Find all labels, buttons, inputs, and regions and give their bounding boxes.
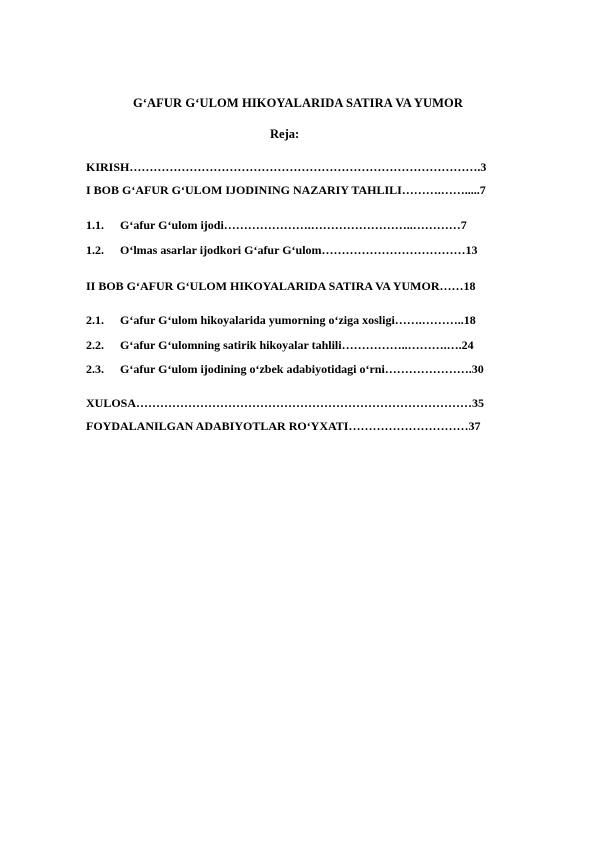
toc-entry-2-2 — [86, 338, 474, 353]
toc-entry-number: 2.2. — [86, 338, 104, 352]
toc-entry-text: G‘afur G‘ulom ijodining o‘zbek adabiyotidagi o‘rni………………….30 — [120, 362, 484, 376]
toc-entry-text: I BOB G‘AFUR G‘ULOM IJODINING NAZARIY TAHLILI……….…….....7 — [86, 183, 486, 197]
toc-entry-text: KIRISH…………………………………………………………………………….3 — [86, 160, 487, 174]
toc-entry-xulosa — [86, 396, 484, 411]
toc-entry-text: O‘lmas asarlar ijodkori G‘afur G‘ulom………………………………13 — [120, 243, 478, 257]
toc-entry-number: 2.3. — [86, 362, 104, 376]
toc-entry-2-1 — [86, 313, 476, 328]
toc-heading: Reja: — [270, 127, 300, 141]
toc-entry-1-1 — [86, 218, 467, 233]
toc-entry-text: II BOB G‘AFUR G‘ULOM HIKOYALARIDA SATIRA VA YUMOR……18 — [86, 279, 476, 293]
toc-entry-references — [86, 419, 480, 434]
toc-entry-text: G‘afur G‘ulom hikoyalarida yumorning o‘ziga xosligi…….………..18 — [120, 313, 476, 327]
toc-entry-2-3 — [86, 362, 484, 377]
toc-entry-text: G‘afur G‘ulomning satirik hikoyalar tahlili……………..……….….24 — [120, 338, 474, 352]
toc-entry-1-2 — [86, 243, 478, 258]
toc-entry-number: 2.1. — [86, 313, 104, 327]
toc-entry-chapter-1 — [86, 183, 486, 198]
page-title: G‘AFUR G‘ULOM HIKOYALARIDA SATIRA VA YUMOR — [132, 96, 464, 110]
toc-entry-number: 1.2. — [86, 243, 104, 257]
toc-entry-number: 1.1. — [86, 218, 104, 232]
toc-entry-chapter-2 — [86, 279, 476, 294]
toc-entry-text: XULOSA…………………………………………………………………………35 — [86, 396, 485, 410]
toc-entry-text: FOYDALANILGAN ADABIYOTLAR RO‘YXATI…………………………37 — [86, 419, 481, 433]
toc-entry-text: G‘afur G‘ulom ijodi………………….……………………..…………7 — [120, 218, 467, 232]
toc-entry-kirish — [86, 160, 486, 175]
